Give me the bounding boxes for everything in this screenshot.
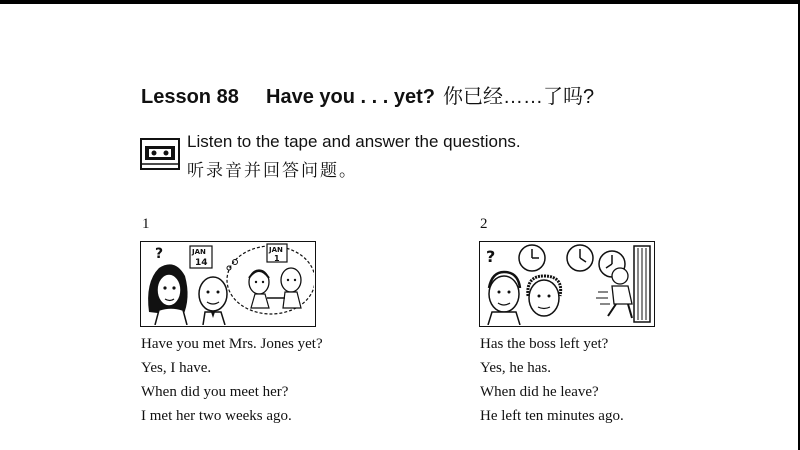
dialogue-line: Yes, he has. [480, 360, 551, 376]
calendar-month-1: JAN [192, 248, 206, 256]
textbook-page [0, 4, 798, 450]
cassette-tape-icon [140, 138, 180, 170]
dialogue-line: Have you met Mrs. Jones yet? [141, 336, 323, 352]
exercise-2-dialogue [480, 332, 624, 428]
exercise-2-illustration [479, 241, 655, 327]
svg-text:?: ? [486, 247, 496, 266]
lesson-number: Lesson 88 [141, 86, 239, 108]
dialogue-line: He left ten minutes ago. [480, 408, 624, 424]
dialogue-line: I met her two weeks ago. [141, 408, 292, 424]
calendar-day-1: 14 [195, 258, 208, 268]
dialogue-line: When did you meet her? [141, 384, 289, 400]
lesson-title [141, 80, 594, 109]
exercise-1-illustration [140, 241, 316, 327]
dialogue-line: When did he leave? [480, 384, 599, 400]
calendar-day-2: 1 [274, 254, 280, 263]
lesson-title-en: Have you . . . yet? [266, 86, 435, 108]
instructions [187, 132, 521, 181]
dialogue-line: Yes, I have. [141, 360, 212, 376]
exercise-1-number: 1 [142, 216, 150, 232]
dialogue-line: Has the boss left yet? [480, 336, 609, 352]
svg-text:?: ? [155, 246, 164, 262]
exercise-1-dialogue [141, 332, 323, 428]
calendar-month-2: JAN [269, 246, 283, 254]
instructions-cn: 听录音并回答问题。 [187, 161, 358, 181]
instructions-en: Listen to the tape and answer the questions. [187, 132, 521, 151]
exercise-2-number: 2 [480, 216, 488, 232]
lesson-title-cn: 你已经……了吗? [442, 86, 595, 108]
